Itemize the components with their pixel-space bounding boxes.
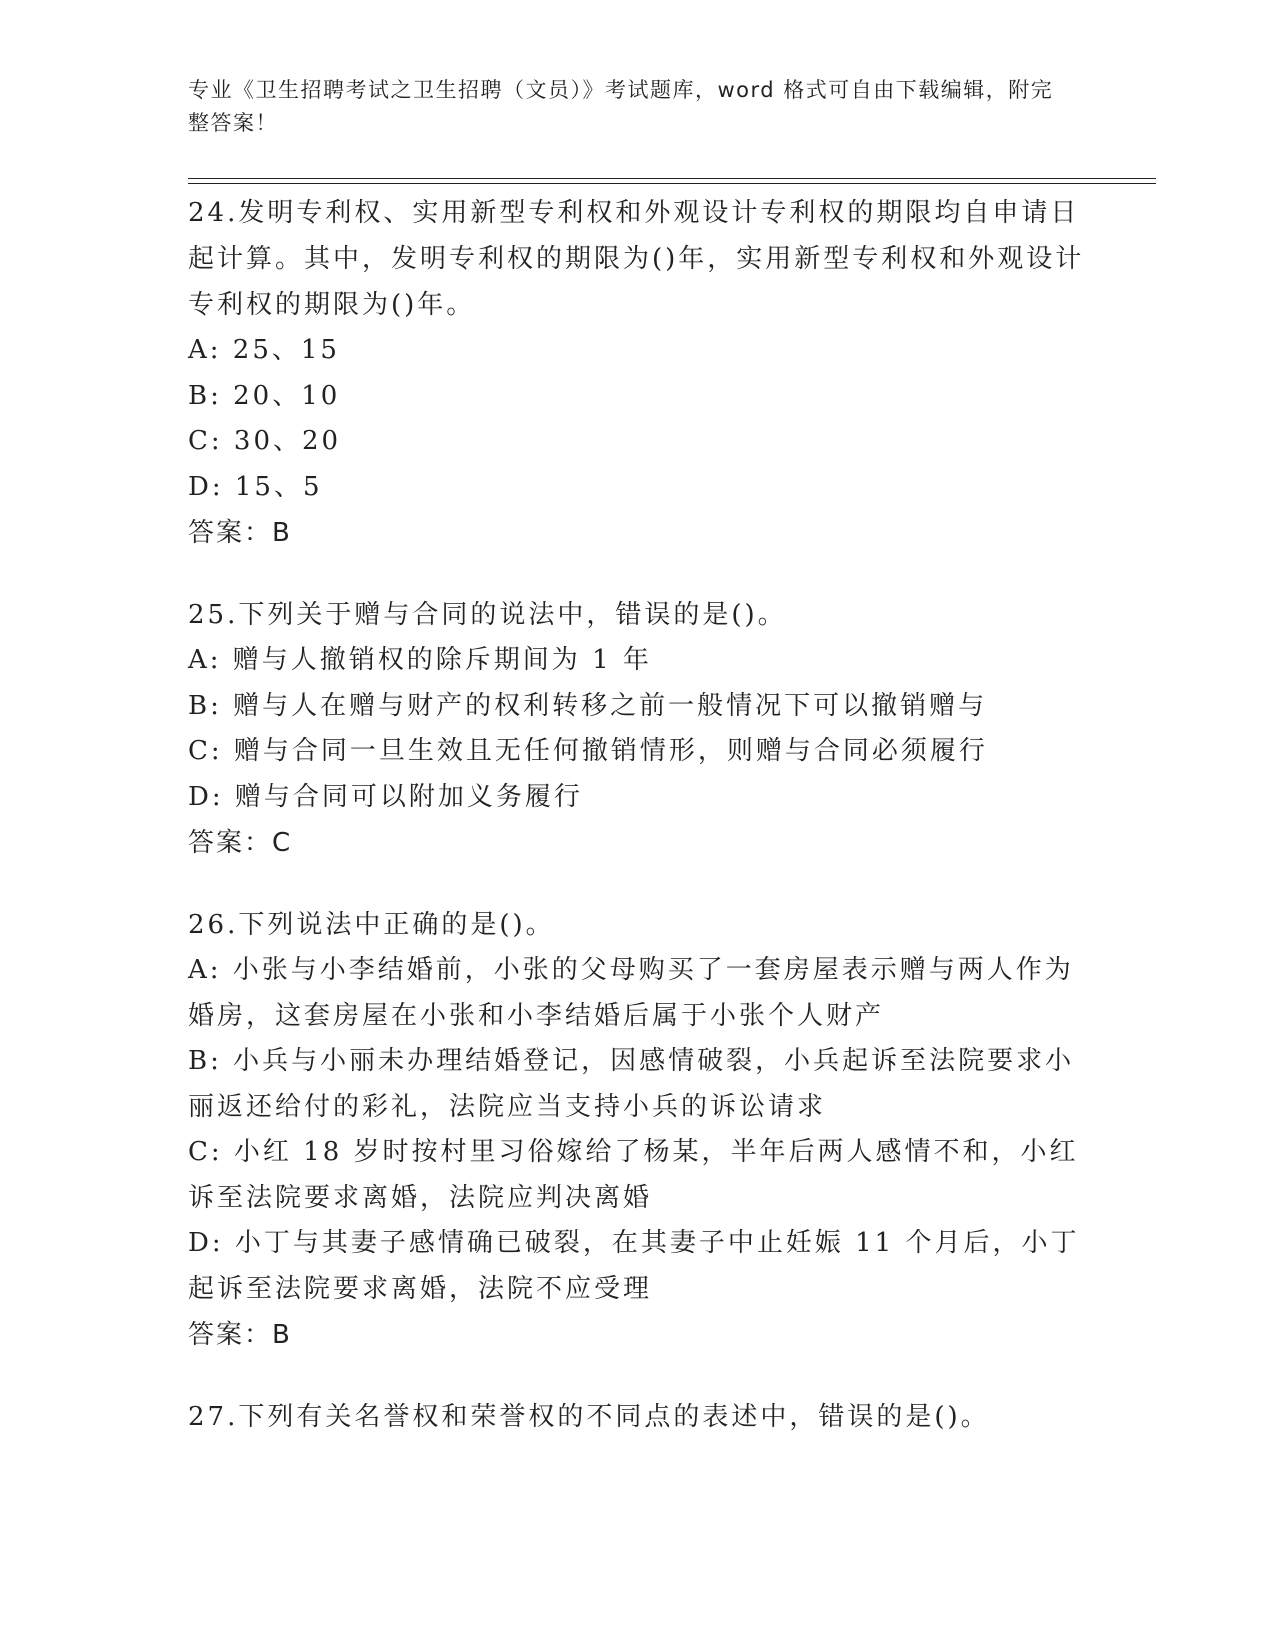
option-b: B: 赠与人在赠与财产的权利转移之前一般情况下可以撤销赠与: [188, 690, 988, 721]
option-d: D: 赠与合同可以附加义务履行: [188, 781, 583, 812]
header-text: 专业《卫生招聘考试之卫生招聘（文员）》考试题库，word 格式可自由下载编辑，附完整答案！: [188, 78, 1054, 135]
header-divider-top: [188, 178, 1156, 179]
question-stem: 24.发明专利权、实用新型专利权和外观设计专利权的期限均自申请日起计算。其中，发明专利权的期限为()年，实用新型专利权和外观设计专利权的期限为()年。: [188, 198, 1085, 320]
question-stem: 27.下列有关名誉权和荣誉权的不同点的表述中，错误的是()。: [188, 1402, 990, 1432]
option-a: A: 赠与人撤销权的除斥期间为 1 年: [188, 645, 652, 675]
option-d: D: 15、5: [188, 471, 323, 502]
answer: 答案：C: [188, 828, 293, 858]
option-a: A: 小张与小李结婚前，小张的父母购买了一套房屋表示赠与两人作为婚房，这套房屋在小张和小李结婚后属于小张个人财产: [188, 955, 1074, 1031]
question-24: [188, 190, 1088, 556]
option-b: B: 20、10: [188, 380, 341, 411]
option-a: A: 25、15: [188, 335, 340, 365]
question-stem: 26.下列说法中正确的是()。: [188, 910, 555, 940]
option-c: C: 小红 18 岁时按村里习俗嫁给了杨某，半年后两人感情不和，小红诉至法院要求离婚，法院应判决离婚: [188, 1137, 1079, 1213]
question-stem: 25.下列关于赠与合同的说法中，错误的是()。: [188, 600, 787, 630]
option-d: D: 小丁与其妻子感情确已破裂，在其妻子中止妊娠 11 个月后，小丁起诉至法院要求离婚，法院不应受理: [188, 1228, 1080, 1304]
question-list: [188, 190, 1088, 1440]
question-25: [188, 592, 1088, 866]
option-c: C: 赠与合同一旦生效且无任何撤销情形，则赠与合同必须履行: [188, 736, 988, 766]
question-27: [188, 1394, 1088, 1440]
header-divider-bottom: [188, 183, 1156, 184]
question-26: [188, 902, 1088, 1358]
answer: 答案：B: [188, 1320, 292, 1350]
option-b: B: 小兵与小丽未办理结婚登记，因感情破裂，小兵起诉至法院要求小丽返还给付的彩礼，法院应当支持小兵的诉讼请求: [188, 1046, 1075, 1122]
option-c: C: 30、20: [188, 426, 342, 456]
answer: 答案：B: [188, 518, 292, 548]
